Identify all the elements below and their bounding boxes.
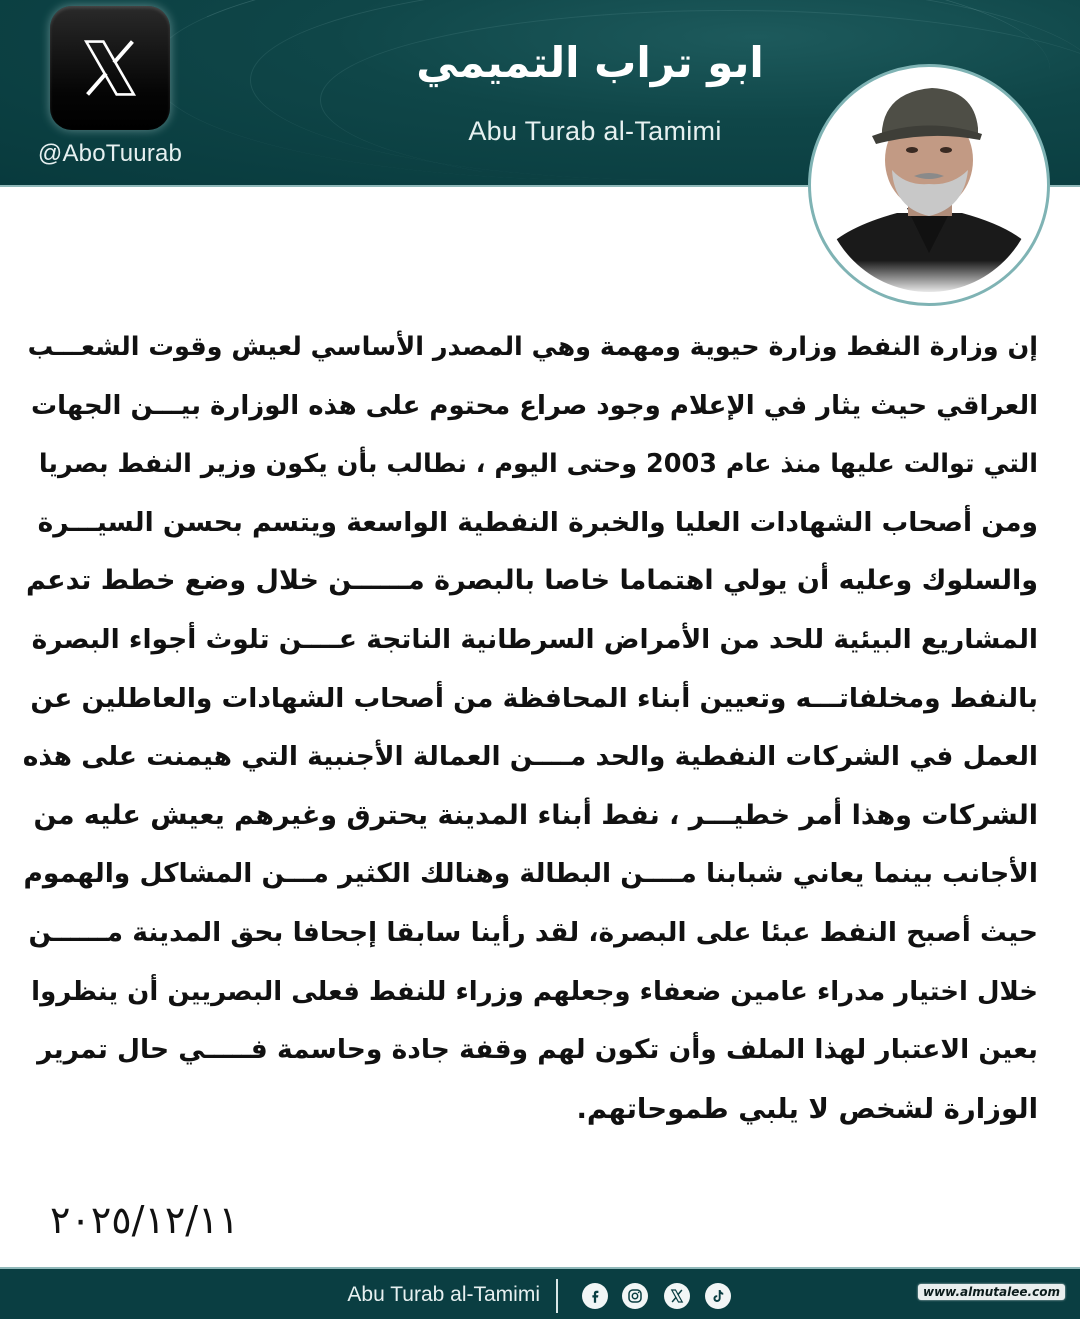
- statement-line: إن وزارة النفط وزارة حيوية ومهمة وهي المصدر الأساسي لعيش وقوت الشعـــب: [27, 332, 1038, 362]
- statement-line: الأجانب بينما يعاني شبابنا مــــن البطالة وهنالك الكثير مـــن المشاكل والهموم: [23, 858, 1038, 890]
- statement-line: الوزارة لشخص لا يلبي طموحاتهم.: [576, 1092, 1038, 1125]
- statement-line: المشاريع البيئية للحد من الأمراض السرطانية الناتجة عــــن تلوث أجواء البصرة: [31, 623, 1038, 655]
- facebook-icon[interactable]: [582, 1283, 608, 1309]
- statement-line: والسلوك وعليه أن يولي اهتماما خاصا بالبصرة مــــــن خلال وضع خطط تدعم: [25, 565, 1038, 597]
- x-logo-icon: [50, 6, 170, 130]
- tiktok-icon[interactable]: [705, 1283, 731, 1309]
- statement-line: العمل في الشركات النفطية والحد مــــن العمالة الأجنبية التي هيمنت على هذه: [22, 741, 1038, 773]
- statement-date: ٢٠٢٥/١٢/١١: [50, 1198, 239, 1242]
- footer-bar: [0, 1267, 1080, 1319]
- profile-name-arabic: ابو تراب التميمي: [416, 38, 764, 87]
- website-watermark: www.almutalee.com: [918, 1284, 1065, 1300]
- x-handle: @AboTuurab: [37, 140, 183, 167]
- statement-line: التي توالت عليها منذ عام 2003 وحتى اليوم ، نطالب بأن يكون وزير النفط بصريا: [38, 449, 1038, 480]
- statement-line: بالنفط ومخلفاتـــه وتعيين أبناء المحافظة من أصحاب الشهادات والعاطلين عن: [30, 682, 1038, 714]
- instagram-icon[interactable]: [622, 1283, 648, 1309]
- footer-divider: [556, 1279, 558, 1313]
- portrait-photo-icon: [822, 78, 1036, 292]
- avatar: [822, 78, 1036, 292]
- statement-line: العراقي حيث يثار في الإعلام وجود صراع محتوم على هذه الوزارة بيـــن الجهات: [31, 390, 1038, 421]
- profile-name-english: Abu Turab al-Tamimi: [468, 116, 722, 146]
- statement-line: خلال اختيار مدراء عامين ضعفاء وجعلهم وزراء للنفط فعلى البصريين أن ينظروا: [31, 976, 1038, 1007]
- statement-line: الشركات وهذا أمر خطيـــر ، نفط أبناء المدينة يحترق وغيرهم يعيش عليه من: [33, 799, 1038, 831]
- footer-name: Abu Turab al-Tamimi: [347, 1283, 540, 1306]
- x-icon[interactable]: [664, 1283, 690, 1309]
- statement-line: ومن أصحاب الشهادات العليا والخبرة النفطية الواسعة ويتسم بحسن السيـــرة: [37, 506, 1038, 538]
- statement-line: حيث أصبح النفط عبئا على البصرة، لقد رأينا سابقا إجحافا بحق المدينة مــــــن: [28, 916, 1038, 948]
- statement-line: بعين الاعتبار لهذا الملف وأن تكون لهم وقفة جادة وحاسمة فـــــي حال تمرير: [37, 1034, 1038, 1066]
- statement-body: [20, 318, 1038, 1138]
